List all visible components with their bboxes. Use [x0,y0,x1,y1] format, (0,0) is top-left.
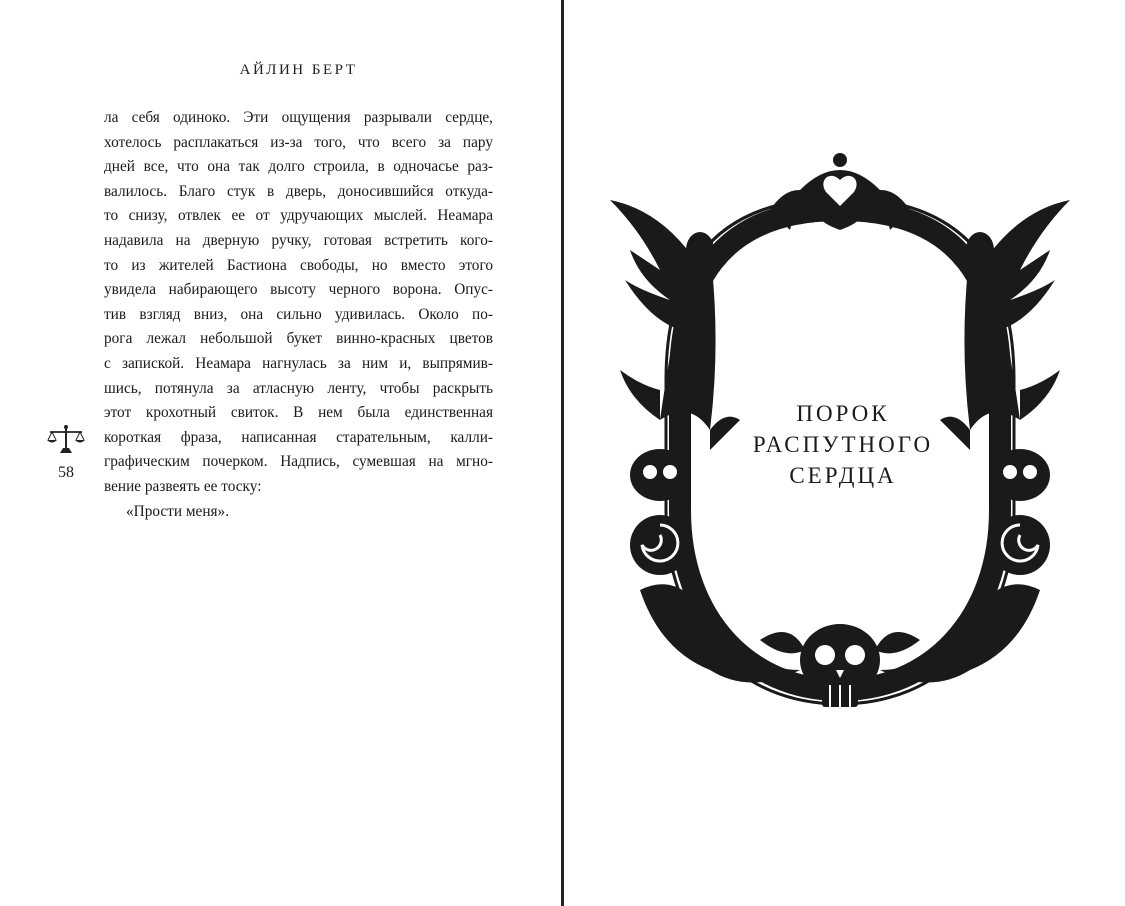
right-page [565,0,1125,906]
text-line: то из жителей Бастиона свободы, но вместо этого [104,256,493,274]
text-line: надавила на дверную ручку, готовая встретить кого- [104,231,493,249]
text-line: рога лежал небольшой букет винно-красных цветов [104,330,493,348]
running-head: АЙЛИН БЕРТ [239,62,358,78]
gutter-line [561,0,564,906]
text-line: валилось. Благо стук в дверь, доносившийся откуда- [104,182,493,200]
text-line: увидела набирающего высоту черного ворона. Опус- [104,281,493,299]
folio [46,424,86,482]
text-line: шись, потянула за атласную ленту, чтобы раскрыть [104,379,493,397]
chapter-title-line: СЕРДЦА [789,463,897,488]
left-page [0,0,561,906]
chapter-title [715,398,971,491]
text-line: ла себя одиноко. Эти ощущения разрывали сердце, [104,109,493,126]
text-line: хотелось расплакаться из-за того, что всего за пару [104,133,493,151]
scales-icon [46,424,86,454]
text-line: этот крохотный свиток. В нем была единственная [104,404,493,422]
text-line: короткая фраза, написанная старательным, калли- [104,428,493,446]
text-line: графическим почерком. Надпись, сумевшая на мгно- [104,453,493,471]
text-line: то снизу, отвлек ее от удручающих мыслей. Неамара [104,207,493,225]
text-line: дней все, что она так долго строила, в одночасье раз- [104,158,493,176]
text-line: вение развеять ее тоску: [104,477,262,495]
body-text [104,106,493,524]
text-line: тив взгляд вниз, она сильно удивилась. Около по- [104,305,493,323]
text-line: с запиской. Неамара нагнулась за ним и, выпрямив- [104,354,493,372]
text-line: «Прости меня». [126,502,230,520]
chapter-title-line: ПОРОК [796,401,890,426]
chapter-title-line: РАСПУТНОГО [752,432,934,457]
page-number: 58 [58,464,74,481]
